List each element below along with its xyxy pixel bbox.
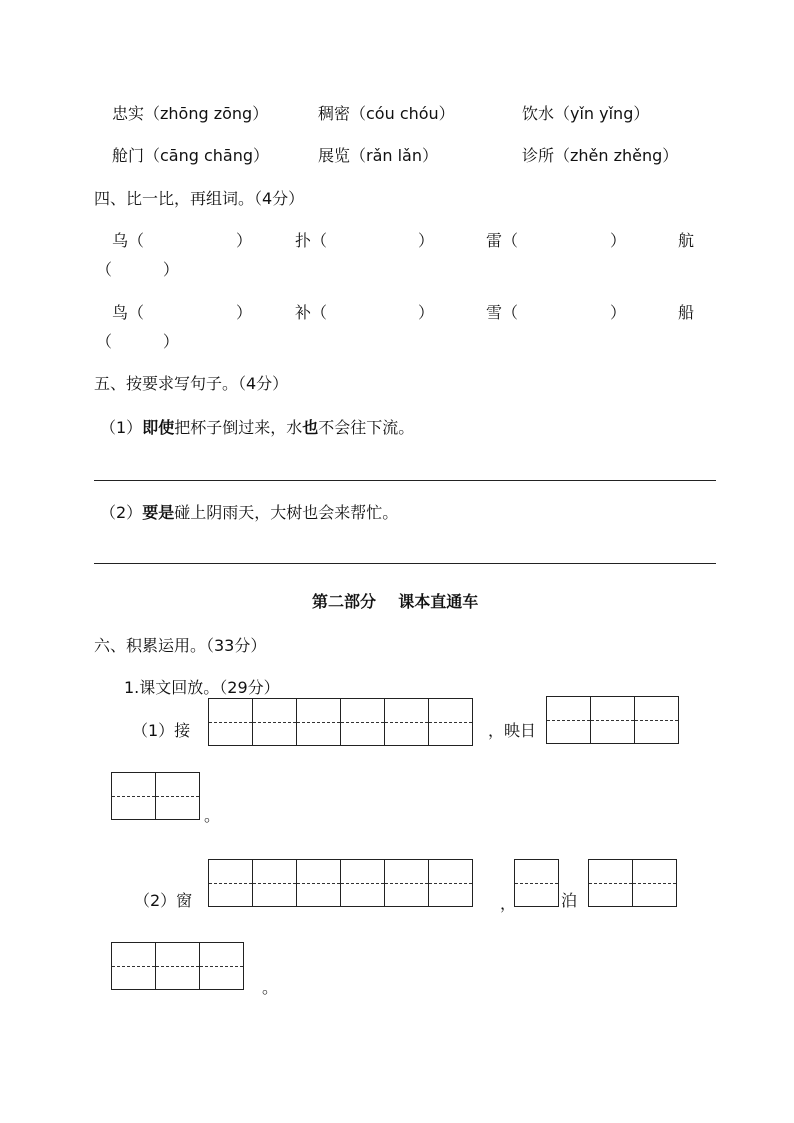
grid-cell[interactable] [632, 859, 677, 907]
writing-grid[interactable] [546, 696, 678, 744]
fill-connector: 泊 [561, 891, 578, 910]
sentence-question [100, 418, 414, 438]
section-heading: 五、按要求写句子。（4分） [94, 374, 289, 393]
writing-grid[interactable] [588, 859, 676, 907]
grid-cell[interactable] [514, 859, 559, 907]
section-heading: 四、比一比，再组词。（4分） [94, 189, 305, 208]
grid-cell[interactable] [296, 698, 341, 746]
grid-cell[interactable] [634, 696, 679, 744]
answer-line[interactable] [94, 563, 716, 564]
period: 。 [204, 806, 221, 825]
compare-paren: ） [418, 231, 435, 250]
pinyin-item: 诊所（zhěn zhěng） [522, 146, 679, 165]
grid-cell[interactable] [208, 698, 253, 746]
compare-char: 航 [678, 231, 695, 250]
grid-cell[interactable] [428, 859, 473, 907]
compare-paren: ） [236, 303, 253, 322]
grid-cell[interactable] [384, 859, 429, 907]
compare-paren: ） [610, 303, 627, 322]
sentence-text: 碰上阴雨天，大树也会来帮忙。 [174, 503, 399, 522]
writing-grid[interactable] [208, 859, 472, 907]
period: 。 [262, 978, 279, 997]
grid-cell[interactable] [340, 859, 385, 907]
grid-cell[interactable] [590, 696, 635, 744]
writing-grid[interactable] [111, 772, 199, 820]
sentence-question [100, 503, 398, 523]
compare-char: 雷（ [486, 231, 519, 250]
grid-cell[interactable] [384, 698, 429, 746]
grid-cell[interactable] [296, 859, 341, 907]
grid-cell[interactable] [428, 698, 473, 746]
pinyin-item: 稠密（cóu chóu） [318, 104, 455, 123]
sub-heading: 1.课文回放。（29分） [124, 678, 280, 697]
fill-connector: ，映日 [488, 721, 537, 740]
pinyin-item: 舱门（cāng chāng） [112, 146, 270, 165]
question-number: （1） [100, 418, 143, 437]
grid-cell[interactable] [588, 859, 633, 907]
comma: ， [500, 894, 517, 913]
answer-line[interactable] [94, 480, 716, 481]
grid-cell[interactable] [340, 698, 385, 746]
grid-cell[interactable] [155, 772, 200, 820]
part-title: 第二部分 课本直通车 [312, 592, 479, 611]
grid-cell[interactable] [155, 942, 200, 990]
pinyin-item: 展览（rǎn lǎn） [318, 146, 439, 165]
compare-paren: ） [236, 231, 253, 250]
grid-cell[interactable] [111, 942, 156, 990]
writing-grid[interactable] [111, 942, 243, 990]
keyword: 也 [302, 418, 319, 437]
compare-paren-wrap: （ ） [96, 332, 179, 351]
writing-grid[interactable] [208, 698, 472, 746]
grid-cell[interactable] [252, 859, 297, 907]
compare-paren-wrap: （ ） [96, 260, 179, 279]
compare-char: 鸟（ [112, 303, 145, 322]
fill-prefix: （2）窗 [134, 891, 193, 910]
compare-char: 补（ [295, 303, 328, 322]
compare-paren: ） [610, 231, 627, 250]
compare-char: 乌（ [112, 231, 145, 250]
sentence-text: 把杯子倒过来，水 [174, 418, 303, 437]
grid-cell[interactable] [208, 859, 253, 907]
grid-cell[interactable] [546, 696, 591, 744]
question-number: （2） [100, 503, 143, 522]
grid-cell[interactable] [111, 772, 156, 820]
sentence-text: 不会往下流。 [318, 418, 415, 437]
compare-char: 扑（ [295, 231, 328, 250]
compare-char: 船 [678, 303, 695, 322]
pinyin-item: 饮水（yǐn yǐng） [522, 104, 650, 123]
grid-cell[interactable] [252, 698, 297, 746]
pinyin-item: 忠实（zhōng zōng） [112, 104, 269, 123]
section-heading: 六、积累运用。（33分） [94, 636, 267, 655]
compare-char: 雪（ [486, 303, 519, 322]
fill-prefix: （1）接 [132, 721, 191, 740]
keyword: 即使 [142, 418, 175, 437]
grid-cell[interactable] [199, 942, 244, 990]
compare-paren: ） [418, 303, 435, 322]
keyword: 要是 [142, 503, 175, 522]
writing-grid[interactable] [514, 859, 558, 907]
